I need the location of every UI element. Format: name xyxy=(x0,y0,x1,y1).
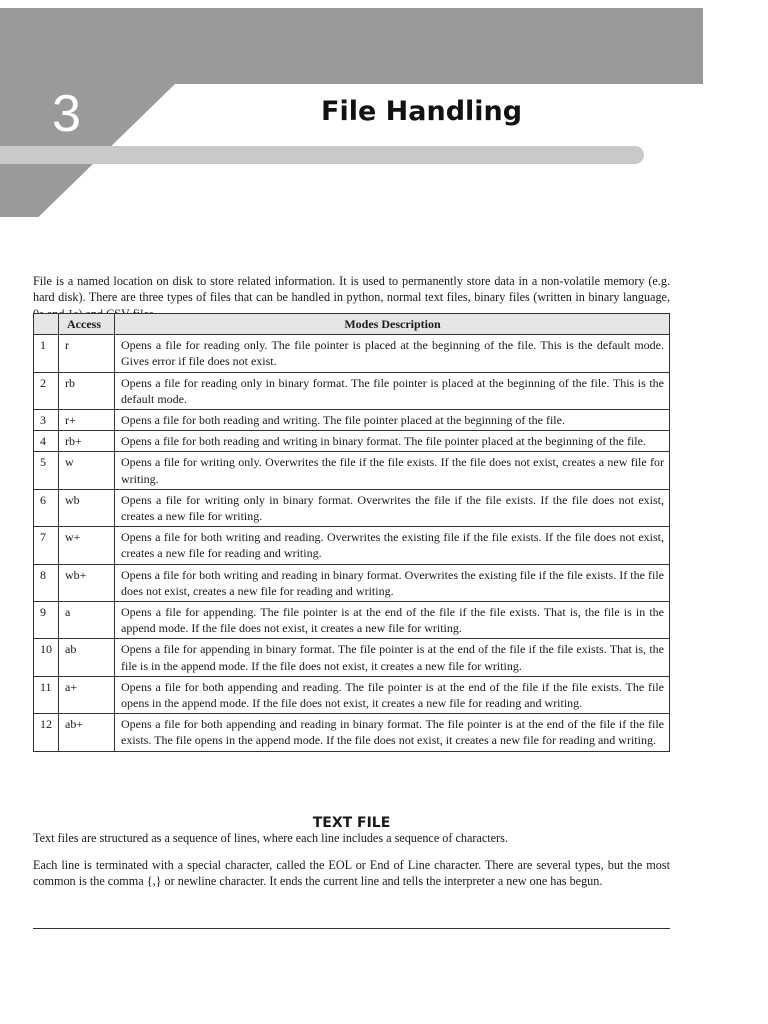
row-number: 9 xyxy=(34,602,59,639)
row-access-mode: rb xyxy=(59,372,115,409)
chapter-title: File Handling xyxy=(321,96,523,127)
row-mode-description: Opens a file for appending in binary format. The file pointer is at the end of the file if the file exists. That is, the file is in the append mode. If the file does not exist, it creates a new file for writing. xyxy=(115,639,670,676)
row-number: 12 xyxy=(34,714,59,751)
table-row xyxy=(34,527,670,564)
row-number: 2 xyxy=(34,372,59,409)
row-access-mode: wb+ xyxy=(59,564,115,601)
row-access-mode: w+ xyxy=(59,527,115,564)
row-number: 5 xyxy=(34,452,59,489)
row-mode-description: Opens a file for both reading and writing. The file pointer placed at the beginning of the file. xyxy=(115,410,670,431)
row-access-mode: a+ xyxy=(59,676,115,713)
row-mode-description: Opens a file for both appending and reading. The file pointer is at the end of the file if the file exists. The file opens in the append mode. If the file does not exist, it creates a new file for reading and writing. xyxy=(115,676,670,713)
file-modes-table xyxy=(33,313,670,752)
chapter-header-band xyxy=(0,8,703,84)
table-row xyxy=(34,639,670,676)
intro-paragraph: File is a named location on disk to store related information. It is used to permanently store data in a non-volatile memory (e.g. hard disk). There are three types of files that can be handled in python, normal text files, binary files (written in binary language, xyxy=(33,274,670,305)
column-header-access: Access xyxy=(59,314,115,335)
row-access-mode: rb+ xyxy=(59,431,115,452)
column-header-description: Modes Description xyxy=(115,314,670,335)
row-access-mode: ab xyxy=(59,639,115,676)
table-row xyxy=(34,410,670,431)
chapter-number: 3 xyxy=(52,85,81,143)
row-number: 4 xyxy=(34,431,59,452)
table-row xyxy=(34,372,670,409)
chapter-title-bar xyxy=(0,146,644,164)
table-row xyxy=(34,602,670,639)
row-mode-description: Opens a file for appending. The file pointer is at the end of the file if the file exists. That is, the file is in the append mode. If the file does not exist, it creates a new file for writing. xyxy=(115,602,670,639)
row-mode-description: Opens a file for reading only in binary format. The file pointer is placed at the beginning of the file. This is the default mode. xyxy=(115,372,670,409)
row-access-mode: ab+ xyxy=(59,714,115,751)
table-row xyxy=(34,335,670,372)
row-number: 1 xyxy=(34,335,59,372)
bottom-divider xyxy=(33,928,670,929)
row-number: 6 xyxy=(34,489,59,526)
row-access-mode: r+ xyxy=(59,410,115,431)
row-mode-description: Opens a file for both appending and reading in binary format. The file pointer is at the end of the file if the file exists. The file opens in the append mode. If the file does not exist, it creates a new file for reading and writing. xyxy=(115,714,670,751)
table-header-row xyxy=(34,314,670,335)
row-number: 8 xyxy=(34,564,59,601)
text-file-paragraph-1: Text files are structured as a sequence of lines, where each line includes a sequence of characters. xyxy=(33,831,508,845)
row-mode-description: Opens a file for writing only in binary format. Overwrites the file if the file exists. If the file does not exist, creates a new file for writing. xyxy=(115,489,670,526)
table-row xyxy=(34,676,670,713)
row-number: 3 xyxy=(34,410,59,431)
row-access-mode: wb xyxy=(59,489,115,526)
table-body xyxy=(34,335,670,751)
row-mode-description: Opens a file for reading only. The file pointer is placed at the beginning of the file. This is the default mode. Gives error if file does not exist. xyxy=(115,335,670,372)
table-row xyxy=(34,564,670,601)
row-number: 10 xyxy=(34,639,59,676)
row-mode-description: Opens a file for both writing and reading. Overwrites the existing file if the file exists. If the file does not exist, creates a new file for reading and writing. xyxy=(115,527,670,564)
row-number: 11 xyxy=(34,676,59,713)
row-mode-description: Opens a file for writing only. Overwrites the file if the file exists. If the file does not exist, creates a new file for writing. xyxy=(115,452,670,489)
page-margin xyxy=(702,0,768,1024)
column-header-number xyxy=(34,314,59,335)
table-row xyxy=(34,452,670,489)
row-number: 7 xyxy=(34,527,59,564)
table-row xyxy=(34,431,670,452)
row-mode-description: Opens a file for both writing and reading in binary format. Overwrites the existing file if the file exists. If the file does not exist, creates a new file for reading and writing. xyxy=(115,564,670,601)
row-access-mode: a xyxy=(59,602,115,639)
row-mode-description: Opens a file for both reading and writing in binary format. The file pointer placed at the beginning of the file. xyxy=(115,431,670,452)
row-access-mode: r xyxy=(59,335,115,372)
table-row xyxy=(34,714,670,751)
table-row xyxy=(34,489,670,526)
section-heading-text-file: TEXT FILE xyxy=(312,815,391,831)
text-file-paragraph-2: Each line is terminated with a special character, called the EOL or End of Line character. There are several types, but the most common is the comma {,} or newline character. It ends the current line and tells the interpreter a new one has begun. xyxy=(33,858,670,889)
row-access-mode: w xyxy=(59,452,115,489)
